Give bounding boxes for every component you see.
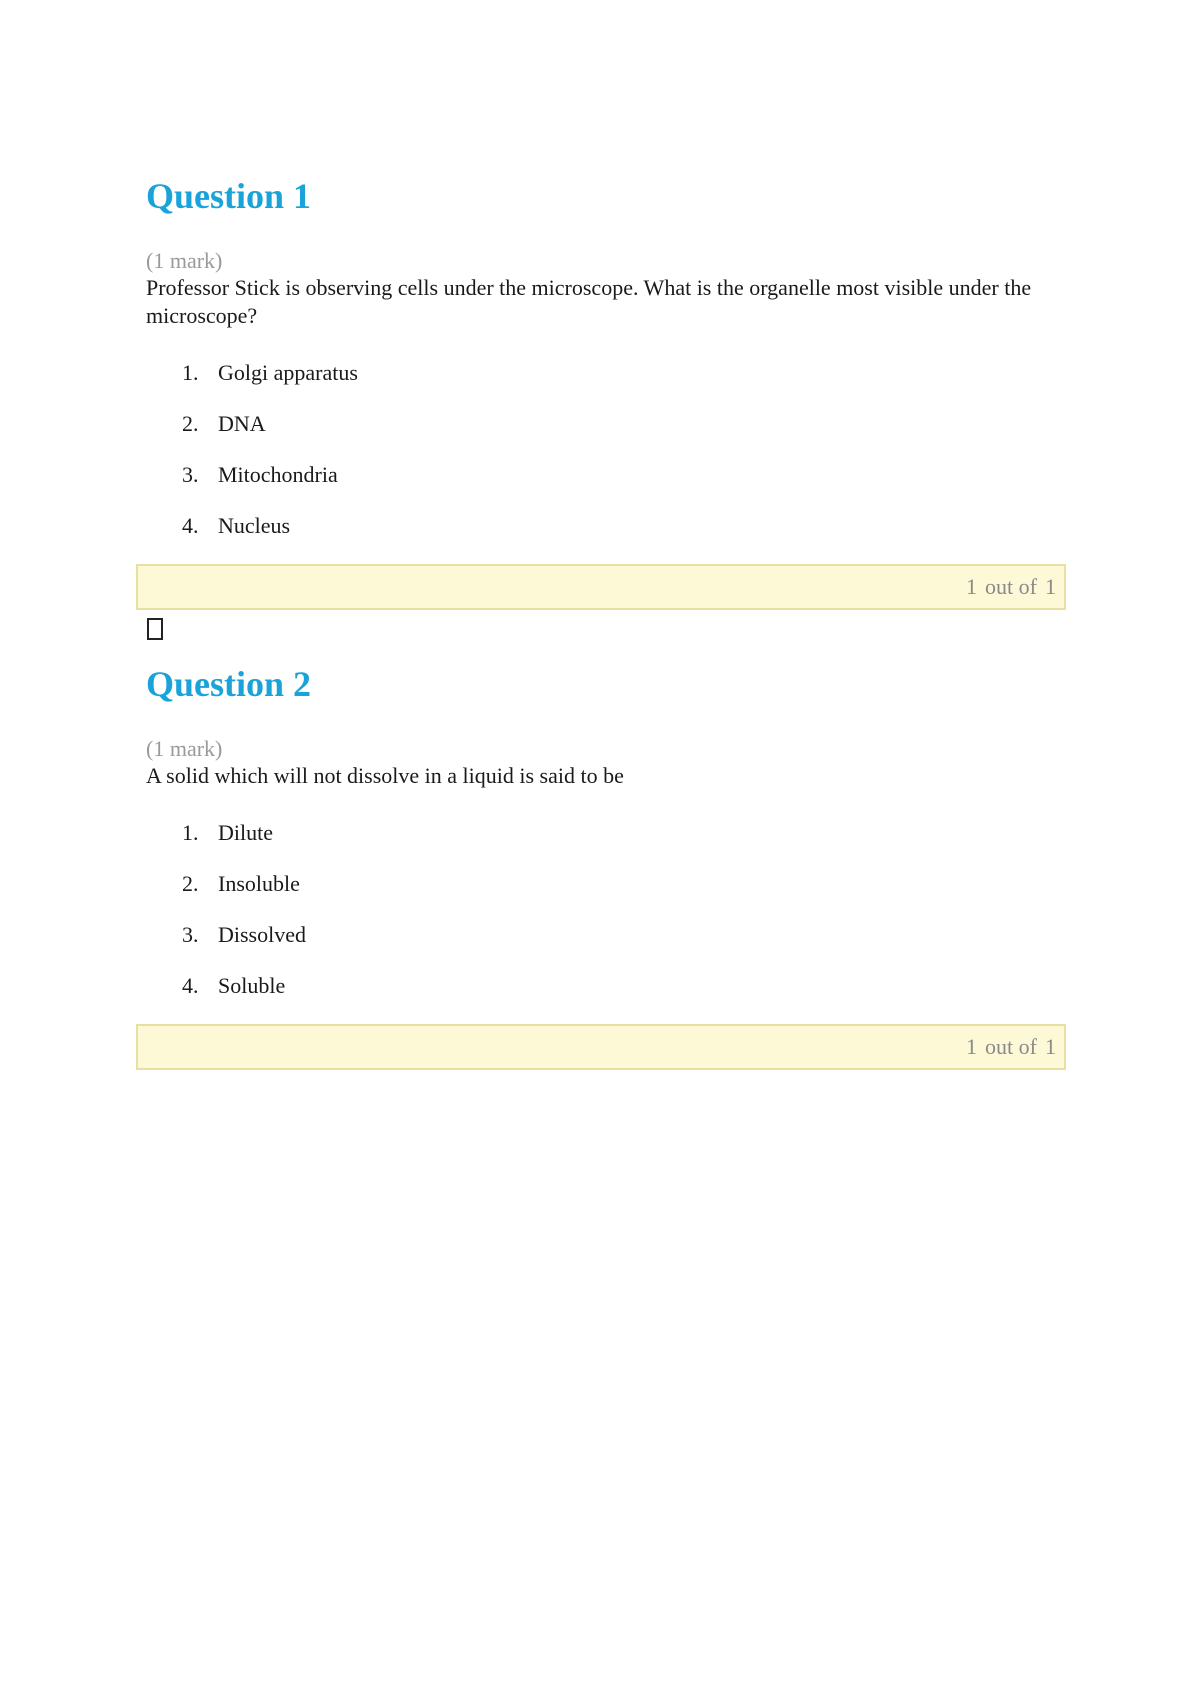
option-label: Dissolved [218, 922, 306, 947]
option-label: Mitochondria [218, 462, 338, 487]
answer-option[interactable] [146, 411, 1076, 437]
question-text: Professor Stick is observing cells under the microscope. What is the organelle most visible under the microscope? [146, 275, 1032, 328]
score-separator: out of [985, 1034, 1037, 1059]
option-number: 3. [182, 462, 199, 487]
option-number: 4. [182, 973, 199, 998]
option-label: DNA [218, 411, 266, 436]
option-number: 4. [182, 513, 199, 538]
option-number: 1. [182, 820, 199, 845]
answer-option[interactable] [146, 922, 1076, 948]
question-text: A solid which will not dissolve in a liquid is said to be [146, 763, 624, 788]
question-mark: (1 mark) [146, 248, 223, 273]
option-number: 1. [182, 360, 199, 385]
answer-options [146, 360, 1076, 539]
score-total: 1 [1045, 1034, 1056, 1059]
option-label: Golgi apparatus [218, 360, 358, 385]
flag-box-icon [147, 618, 163, 640]
option-number: 2. [182, 871, 199, 896]
score-separator: out of [985, 574, 1037, 599]
option-label: Soluble [218, 973, 286, 998]
answer-option[interactable] [146, 973, 1076, 999]
option-label: Nucleus [218, 513, 291, 538]
answer-option[interactable] [146, 462, 1076, 488]
score-earned: 1 [966, 1034, 978, 1059]
answer-option[interactable] [146, 820, 1076, 846]
score-bar [136, 564, 1066, 610]
flag-question-button[interactable] [146, 610, 1076, 650]
answer-options [146, 820, 1076, 999]
option-number: 2. [182, 411, 199, 436]
question-2 [146, 658, 1076, 1070]
score-total: 1 [1045, 574, 1056, 599]
answer-option[interactable] [146, 513, 1076, 539]
question-title: Question 1 [146, 176, 312, 216]
question-title: Question 2 [146, 664, 312, 704]
question-mark: (1 mark) [146, 736, 223, 761]
answer-option[interactable] [146, 360, 1076, 386]
option-label: Insoluble [218, 871, 300, 896]
option-number: 3. [182, 922, 199, 947]
score-earned: 1 [966, 574, 978, 599]
option-label: Dilute [218, 820, 273, 845]
quiz-page [146, 170, 1076, 1070]
answer-option[interactable] [146, 871, 1076, 897]
score-bar [136, 1024, 1066, 1070]
question-1 [146, 170, 1076, 610]
